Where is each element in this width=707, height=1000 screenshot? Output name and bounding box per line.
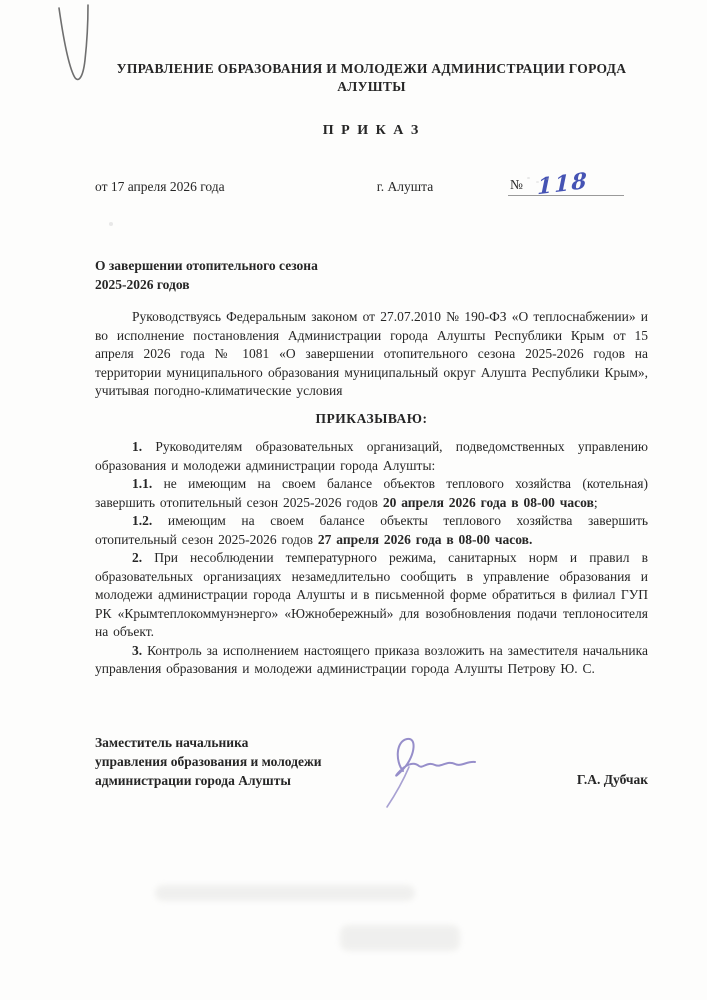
document-number-line xyxy=(508,167,624,200)
document-content xyxy=(95,60,648,793)
document-subject xyxy=(95,256,648,294)
order-items xyxy=(95,438,648,679)
paperclip-icon xyxy=(50,2,100,97)
document-place: г. Алушта xyxy=(376,178,434,194)
scan-speck xyxy=(536,181,539,183)
signature-icon xyxy=(365,727,525,819)
signature-area xyxy=(375,733,535,793)
order-item-1-2: 1.2. имеющим на своем балансе объекты теплового хозяйства завершить отопительный сезон 2025-2026 годов 27 апреля 2026 года в 08-00 часов. xyxy=(95,513,649,547)
preamble-section xyxy=(95,308,648,401)
scan-speck xyxy=(546,178,549,180)
order-keyword: ПРИКАЗЫВАЮ: xyxy=(315,410,428,426)
date-row xyxy=(95,167,648,200)
scan-smudge xyxy=(155,885,415,901)
signer-position-line3: администрации города Алушты xyxy=(95,772,291,788)
organization-name xyxy=(95,60,648,96)
order-item-1: 1. Руководителям образовательных организаций, подведомственных управлению образования и молодежи администрации города Алушты: xyxy=(95,439,649,473)
order-item-2: 2. При несоблюдении температурного режима, санитарных норм и правил в образовательных организациях незамедлительно сообщить в управление образования и молодежи администрации города Алушты и в письменной форме обратиться в филиал ГУП РК «Крымтеплокоммунэнерго» «Южнобережный» для возобновления подачи теплоносителя на объект. xyxy=(95,550,648,639)
organization-name-line1: УПРАВЛЕНИЕ ОБРАЗОВАНИЯ И МОЛОДЕЖИ АДМИНИСТРАЦИИ ГОРОДА xyxy=(116,61,627,76)
document-subject-line1: О завершении отопительного сезона xyxy=(95,258,318,273)
number-label: № xyxy=(510,176,523,192)
scan-speck xyxy=(527,177,530,179)
signer-position-line2: управления образования и молодежи xyxy=(95,753,322,769)
signer-position xyxy=(95,733,375,790)
handwritten-number: 118 xyxy=(536,167,589,200)
document-date: от 17 апреля 2026 года xyxy=(95,178,225,194)
preamble-paragraph: Руководствуясь Федеральным законом от 27.07.2010 № 190-ФЗ «О теплоснабжении» и во исполнение постановления Администрации города Алушты Республики Крым от 15 апреля 2026 года № 1081 «О завершении отопительного сезона 2025-2026 годов на территории муниципального образования муниципальный округ Алушта Республики Крым», учитывая погодно-климатические условия xyxy=(95,309,648,398)
document-number xyxy=(500,167,648,200)
order-item-3: 3. Контроль за исполнением настоящего приказа возложить на заместителя начальника управления образования и молодежи администрации города Алушты Петрову Ю. С. xyxy=(95,642,648,676)
order-item-1-1: 1.1. не имеющим на своем балансе объектов теплового хозяйства (котельная) завершить отопительный сезон 2025-2026 годов 20 апреля 2026 года в 08-00 часов; xyxy=(95,476,648,510)
signer-name: Г.А. Дубчак xyxy=(576,771,648,787)
signature-block xyxy=(95,733,648,793)
scan-smudge xyxy=(340,925,460,951)
scan-speck xyxy=(109,222,113,226)
document-type-title: П Р И К А З xyxy=(322,123,421,138)
document-subject-line2: 2025-2026 годов xyxy=(95,277,190,292)
signer-position-line1: Заместитель начальника xyxy=(95,734,249,750)
organization-name-line2: АЛУШТЫ xyxy=(337,79,406,94)
